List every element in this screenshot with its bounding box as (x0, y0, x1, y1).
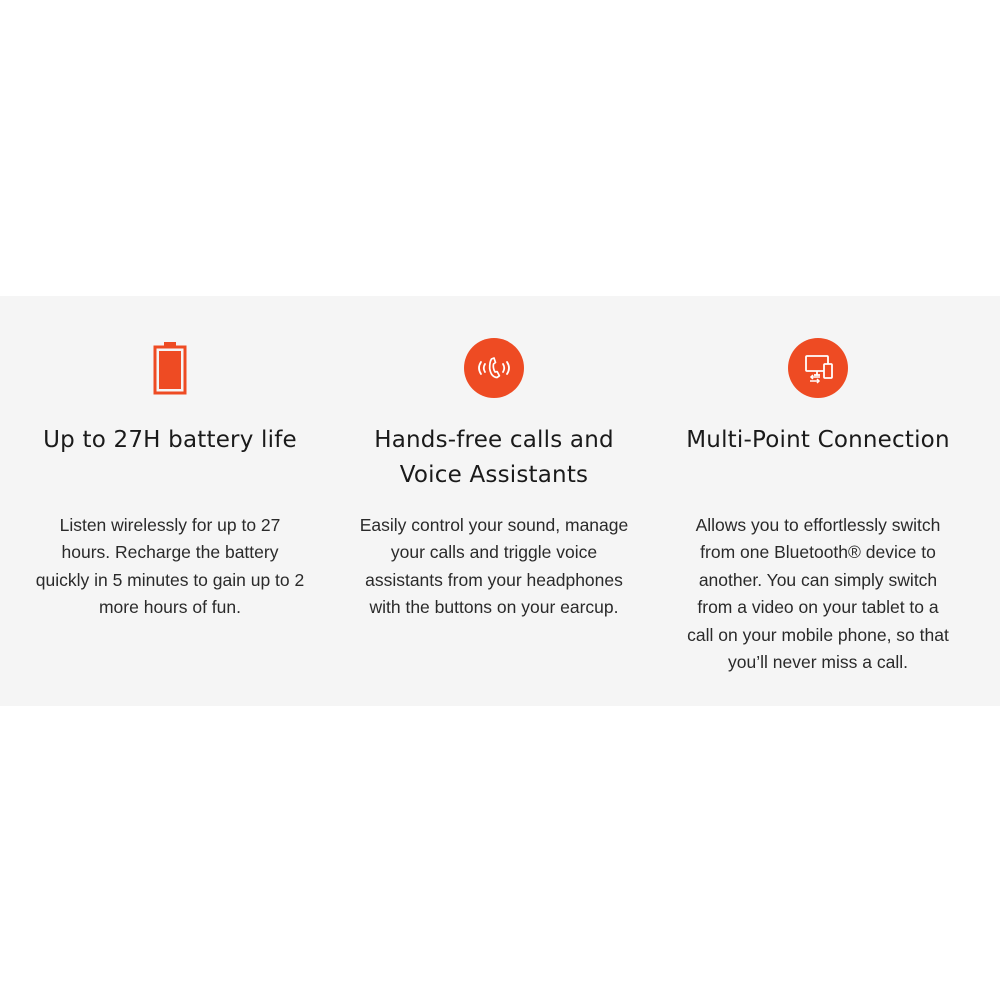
phone-call-icon (474, 353, 514, 383)
battery-icon-wrap (5, 338, 335, 398)
feature-multi-point (653, 296, 983, 706)
feature-title: Multi-Point Connection (686, 427, 950, 453)
phone-icon-wrap (329, 338, 659, 398)
feature-description: Easily control your sound, manage your calls and triggle voice assistants from your headphones with the buttons on your earcup. (359, 515, 629, 618)
phone-icon-circle (464, 338, 524, 398)
multi-device-icon (800, 351, 836, 385)
multi-device-icon-wrap (653, 338, 983, 398)
feature-title: Up to 27H battery life (43, 427, 297, 453)
feature-title: Hands-free calls and Voice Assistants (374, 427, 614, 488)
battery-icon (153, 341, 187, 395)
features-band (0, 296, 1000, 706)
multi-device-icon-circle (788, 338, 848, 398)
feature-hands-free (329, 296, 659, 706)
feature-description: Listen wirelessly for up to 27 hours. Recharge the battery quickly in 5 minutes to gain up to 2 more hours of fun. (35, 515, 305, 618)
feature-battery (5, 296, 335, 706)
feature-description: Allows you to effortlessly switch from one Bluetooth® device to another. You can simply switch from a video on your tablet to a call on your mobile phone, so that you’ll never miss a call. (687, 515, 949, 673)
